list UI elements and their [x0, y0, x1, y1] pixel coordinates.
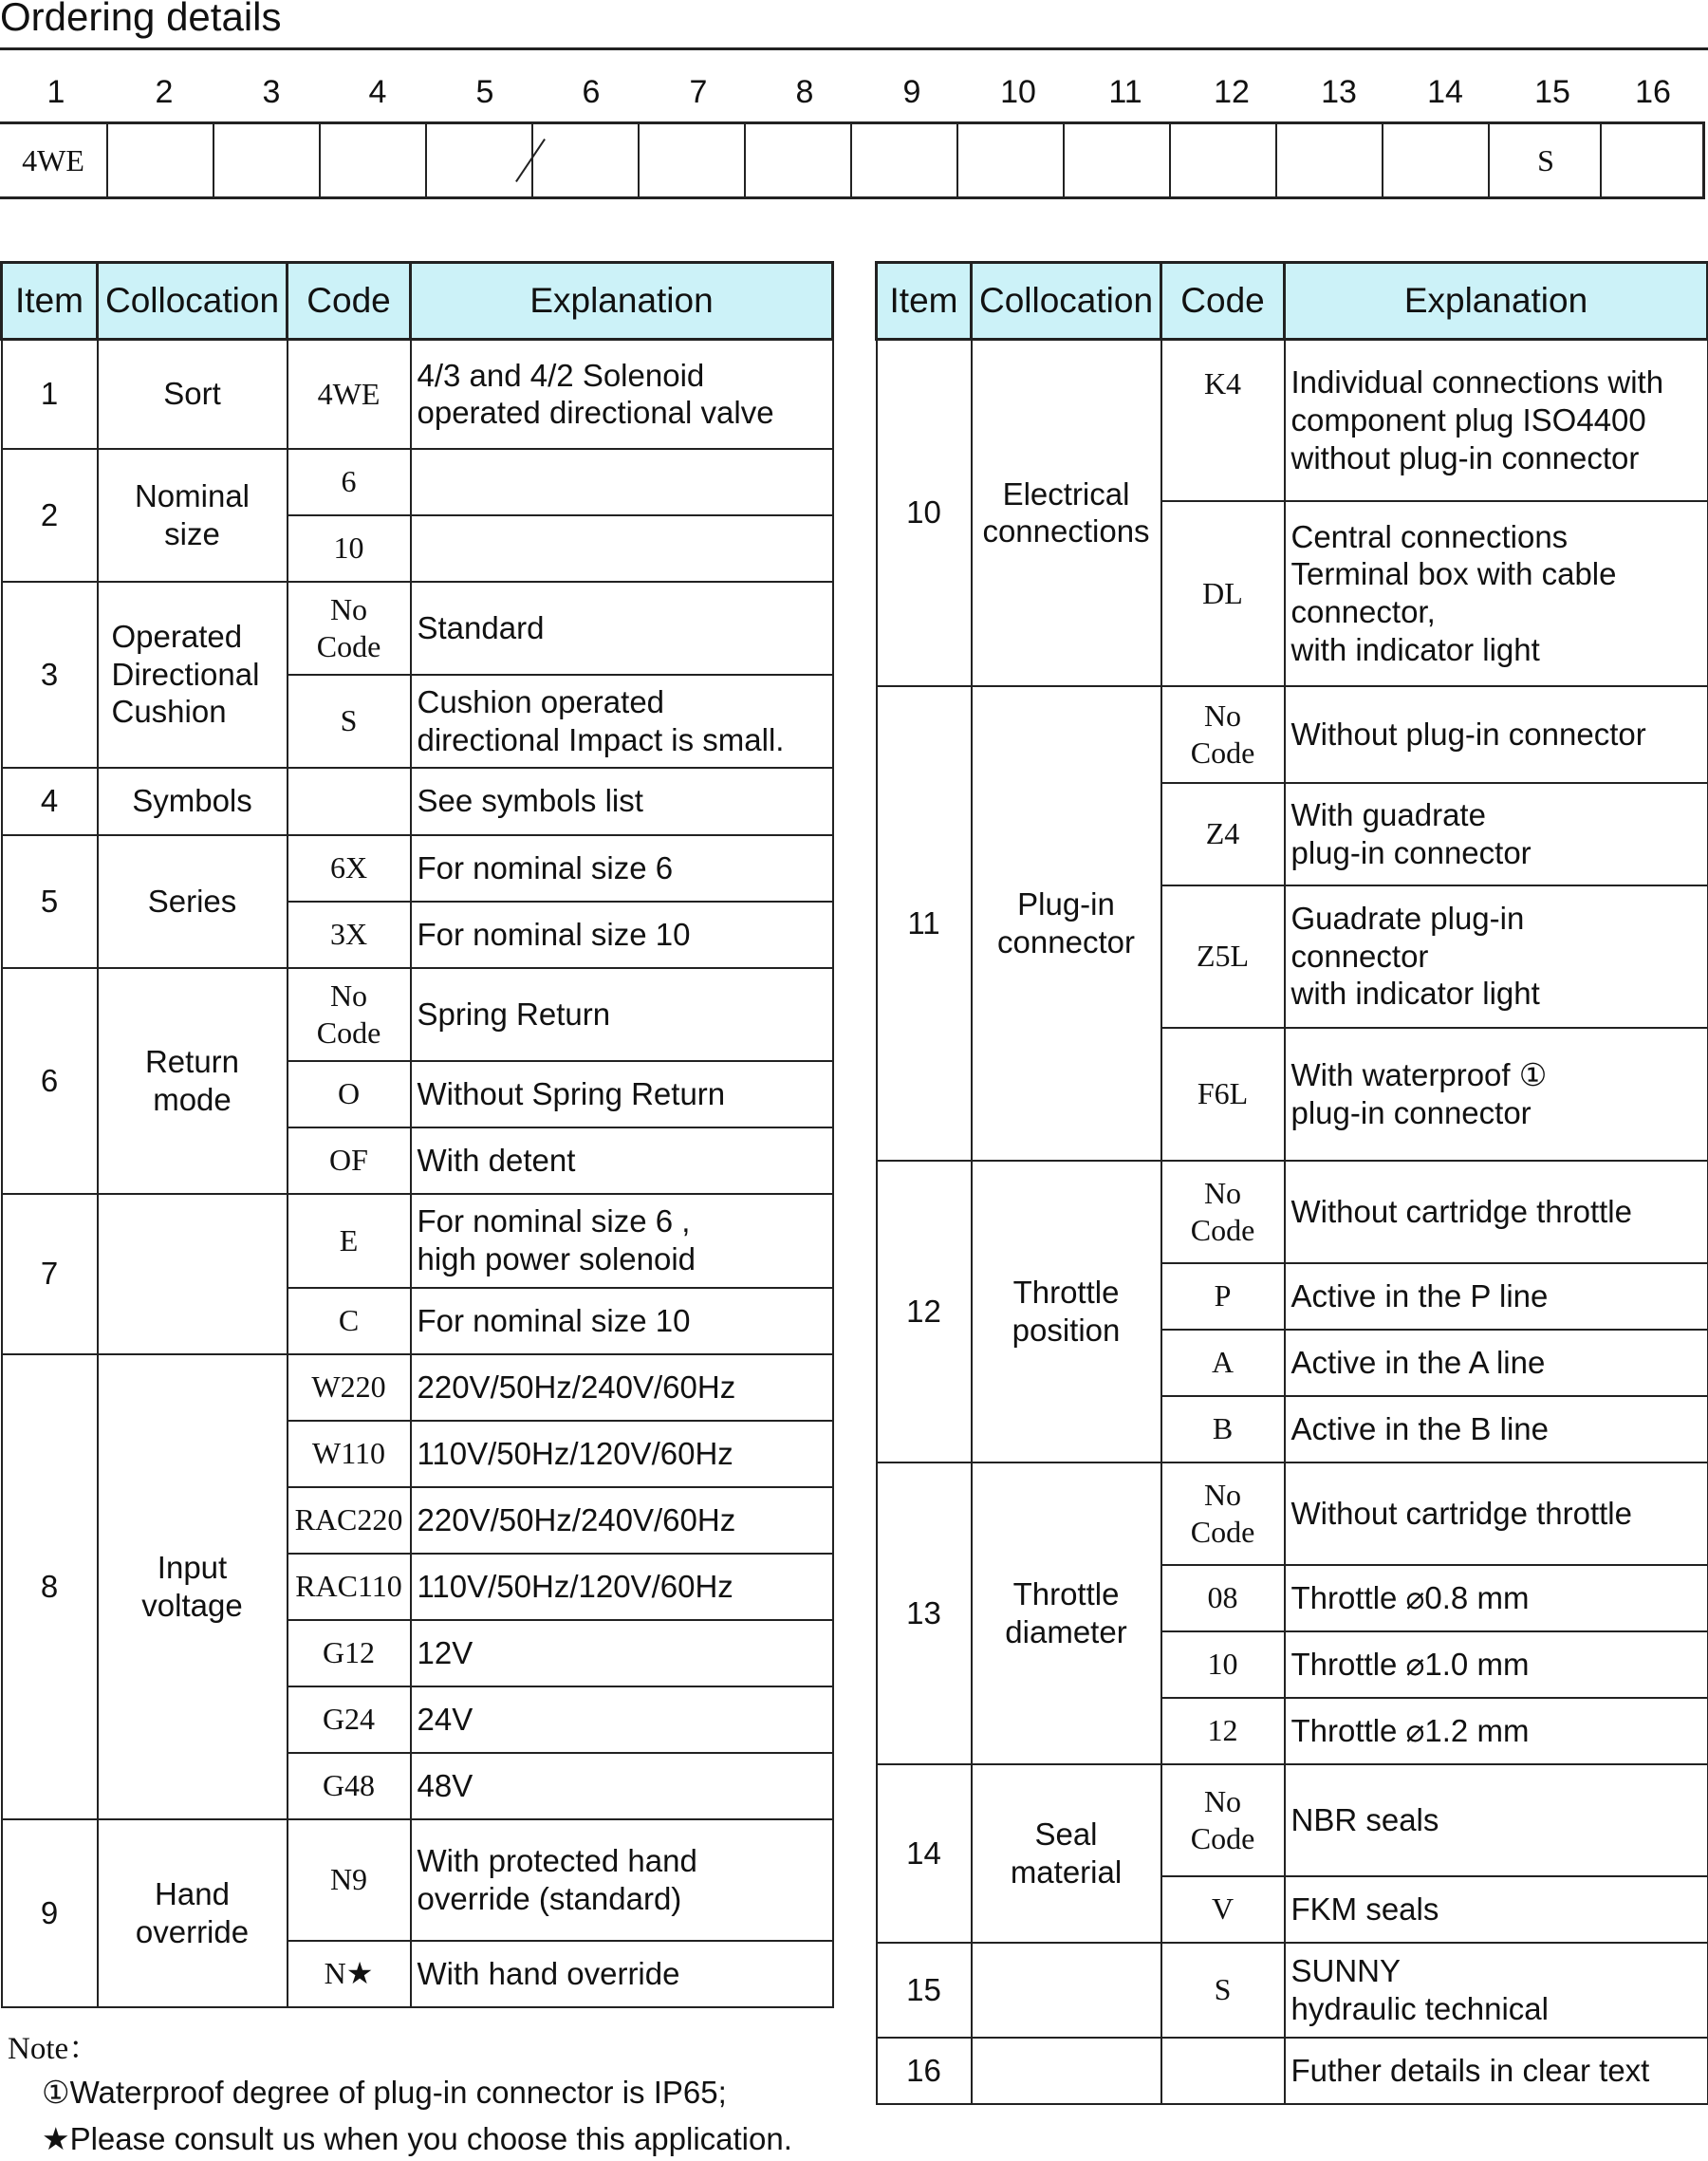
code-position: 5 [475, 74, 494, 110]
explanation: With guadrate plug-in connector [1285, 783, 1708, 885]
collocation: Input voltage [98, 1354, 288, 1819]
code-position: 8 [795, 74, 814, 110]
collocation [98, 1194, 288, 1354]
explanation: SUNNY hydraulic technical [1285, 1943, 1708, 2038]
table-row [877, 1943, 1708, 2038]
explanation: For nominal size 10 [411, 902, 833, 968]
code: P [1161, 1263, 1285, 1330]
collocation: Series [98, 835, 288, 968]
header-item: Item [2, 263, 98, 340]
header-collocation: Collocation [972, 263, 1161, 340]
code: No Code [288, 582, 411, 675]
code: Z5L [1161, 885, 1285, 1028]
code: G12 [288, 1620, 411, 1686]
code: 12 [1161, 1698, 1285, 1764]
code-position: 3 [262, 74, 281, 110]
code: W220 [288, 1354, 411, 1421]
code: 10 [288, 515, 411, 582]
explanation: For nominal size 6 [411, 835, 833, 902]
explanation: Throttle ⌀1.2 mm [1285, 1698, 1708, 1764]
code-position: 10 [1000, 74, 1036, 110]
table-row [2, 768, 833, 835]
code: G24 [288, 1686, 411, 1753]
note-label: Note： [8, 2032, 101, 2066]
code-position: 1 [46, 74, 65, 110]
code-position: 14 [1427, 74, 1463, 110]
table-header [877, 263, 1708, 340]
collocation: Symbols [98, 768, 288, 835]
code-position: 4 [368, 74, 387, 110]
table-row [2, 1819, 833, 1941]
explanation: With detent [411, 1127, 833, 1194]
code: W110 [288, 1421, 411, 1487]
code-position: 16 [1635, 74, 1671, 110]
code-box [425, 124, 533, 196]
code-position: 6 [582, 74, 601, 110]
item-number: 12 [877, 1161, 972, 1462]
explanation: Without cartridge throttle [1285, 1161, 1708, 1263]
code-box [213, 124, 321, 196]
code-position: 9 [902, 74, 921, 110]
item-number: 6 [2, 968, 98, 1194]
explanation: Futher details in clear text [1285, 2038, 1708, 2104]
explanation: NBR seals [1285, 1764, 1708, 1876]
code: No Code [288, 968, 411, 1061]
explanation: Spring Return [411, 968, 833, 1061]
item-number: 5 [2, 835, 98, 968]
code-position: 2 [155, 74, 174, 110]
collocation: Electrical connections [972, 340, 1161, 686]
left-spec-table [0, 261, 834, 2008]
explanation: Without Spring Return [411, 1061, 833, 1127]
item-number: 4 [2, 768, 98, 835]
explanation: 220V/50Hz/240V/60Hz [411, 1487, 833, 1554]
code-box [1063, 124, 1171, 196]
explanation [411, 515, 833, 582]
explanation: Cushion operated directional Impact is small. [411, 675, 833, 768]
table-header [2, 263, 833, 340]
collocation: Nominal size [98, 449, 288, 582]
explanation: With waterproof ① plug-in connector [1285, 1028, 1708, 1161]
code: 6 [288, 449, 411, 515]
explanation: Throttle ⌀1.0 mm [1285, 1631, 1708, 1698]
table-row [2, 835, 833, 902]
explanation: 24V [411, 1686, 833, 1753]
table-row [2, 340, 833, 449]
explanation: 12V [411, 1620, 833, 1686]
code [288, 768, 411, 835]
code-position: 7 [689, 74, 708, 110]
explanation: Without cartridge throttle [1285, 1462, 1708, 1565]
code: 6X [288, 835, 411, 902]
table-row [877, 1764, 1708, 1876]
table-row [2, 582, 833, 675]
code-position: 13 [1321, 74, 1357, 110]
explanation: See symbols list [411, 768, 833, 835]
header-code: Code [1161, 263, 1285, 340]
explanation: 48V [411, 1753, 833, 1819]
code: E [288, 1194, 411, 1288]
code: A [1161, 1330, 1285, 1396]
item-number: 13 [877, 1462, 972, 1764]
item-number: 1 [2, 340, 98, 449]
code-box [1382, 124, 1490, 196]
code-box [319, 124, 427, 196]
explanation: Standard [411, 582, 833, 675]
explanation: With hand override [411, 1941, 833, 2007]
table-row [2, 449, 833, 515]
table-row [2, 968, 833, 1061]
code-box [1600, 124, 1707, 196]
header-collocation: Collocation [98, 263, 288, 340]
code: RAC110 [288, 1554, 411, 1620]
header-item: Item [877, 263, 972, 340]
code: K4 [1161, 340, 1285, 501]
explanation: For nominal size 6 , high power solenoid [411, 1194, 833, 1288]
code: 10 [1161, 1631, 1285, 1698]
collocation: Sort [98, 340, 288, 449]
collocation: Throttle diameter [972, 1462, 1161, 1764]
explanation: FKM seals [1285, 1876, 1708, 1943]
code-box: 4WE [22, 142, 84, 177]
code-box [638, 124, 746, 196]
note-line-consult: ★Please consult us when you choose this application. [42, 2121, 792, 2156]
code: No Code [1161, 1462, 1285, 1565]
explanation: Without plug-in connector [1285, 686, 1708, 783]
code-position: 15 [1534, 74, 1570, 110]
collocation: Operated Directional Cushion [98, 582, 288, 768]
code: 08 [1161, 1565, 1285, 1631]
code: Z4 [1161, 783, 1285, 885]
explanation: Individual connections with component plug ISO4400 without plug-in connector [1285, 340, 1708, 501]
code: DL [1161, 501, 1285, 686]
explanation: Guadrate plug-in connector with indicator light [1285, 885, 1708, 1028]
code-position: 11 [1108, 74, 1142, 110]
code: 3X [288, 902, 411, 968]
table-row [877, 1462, 1708, 1565]
explanation: For nominal size 10 [411, 1288, 833, 1354]
collocation: Seal material [972, 1764, 1161, 1943]
explanation: 110V/50Hz/120V/60Hz [411, 1421, 833, 1487]
table-row [877, 2038, 1708, 2104]
code-position: 12 [1214, 74, 1250, 110]
note-line-waterproof: ①Waterproof degree of plug-in connector is IP65; [42, 2075, 727, 2110]
code: S [1161, 1943, 1285, 2038]
collocation [972, 2038, 1161, 2104]
table-row [877, 1161, 1708, 1263]
code-box [744, 124, 852, 196]
code-box [1169, 124, 1277, 196]
code: O [288, 1061, 411, 1127]
code: N★ [288, 1941, 411, 2007]
item-number: 16 [877, 2038, 972, 2104]
explanation: Throttle ⌀0.8 mm [1285, 1565, 1708, 1631]
explanation [411, 449, 833, 515]
header-explanation: Explanation [411, 263, 833, 340]
collocation: Return mode [98, 968, 288, 1194]
item-number: 9 [2, 1819, 98, 2007]
explanation: 220V/50Hz/240V/60Hz [411, 1354, 833, 1421]
table-row [2, 1194, 833, 1288]
collocation: Throttle position [972, 1161, 1161, 1462]
code: V [1161, 1876, 1285, 1943]
explanation: Active in the P line [1285, 1263, 1708, 1330]
code: OF [288, 1127, 411, 1194]
table-row [2, 1354, 833, 1421]
header-code: Code [288, 263, 411, 340]
ordering-code-boxes [0, 121, 1705, 199]
explanation: 4/3 and 4/2 Solenoid operated directional valve [411, 340, 833, 449]
code-box [956, 124, 1065, 196]
explanation: With protected hand override (standard) [411, 1819, 833, 1941]
code-box [531, 124, 640, 196]
collocation: Plug-in connector [972, 686, 1161, 1161]
item-number: 3 [2, 582, 98, 768]
code-box [106, 124, 214, 196]
explanation: 110V/50Hz/120V/60Hz [411, 1554, 833, 1620]
item-number: 11 [877, 686, 972, 1161]
code [1161, 2038, 1285, 2104]
code-box [850, 124, 958, 196]
explanation: Central connections Terminal box with cable connector, with indicator light [1285, 501, 1708, 686]
item-number: 2 [2, 449, 98, 582]
item-number: 14 [877, 1764, 972, 1943]
explanation: Active in the B line [1285, 1396, 1708, 1462]
page-title: Ordering details [0, 0, 282, 39]
code: No Code [1161, 1161, 1285, 1263]
code: G48 [288, 1753, 411, 1819]
header-explanation: Explanation [1285, 263, 1708, 340]
right-spec-table [875, 261, 1708, 2105]
title-rule [0, 47, 1708, 50]
collocation [972, 1943, 1161, 2038]
item-number: 8 [2, 1354, 98, 1819]
code-box [1275, 124, 1383, 196]
code: C [288, 1288, 411, 1354]
code-position-numbers [0, 74, 1708, 121]
table-row [877, 686, 1708, 783]
code: RAC220 [288, 1487, 411, 1554]
table-row [877, 340, 1708, 501]
collocation: Hand override [98, 1819, 288, 2007]
code-box: S [1488, 124, 1602, 196]
item-number: 10 [877, 340, 972, 686]
explanation: Active in the A line [1285, 1330, 1708, 1396]
item-number: 15 [877, 1943, 972, 2038]
code: 4WE [288, 340, 411, 449]
code: B [1161, 1396, 1285, 1462]
code: S [288, 675, 411, 768]
code: No Code [1161, 686, 1285, 783]
item-number: 7 [2, 1194, 98, 1354]
code: N9 [288, 1819, 411, 1941]
code: F6L [1161, 1028, 1285, 1161]
code: No Code [1161, 1764, 1285, 1876]
